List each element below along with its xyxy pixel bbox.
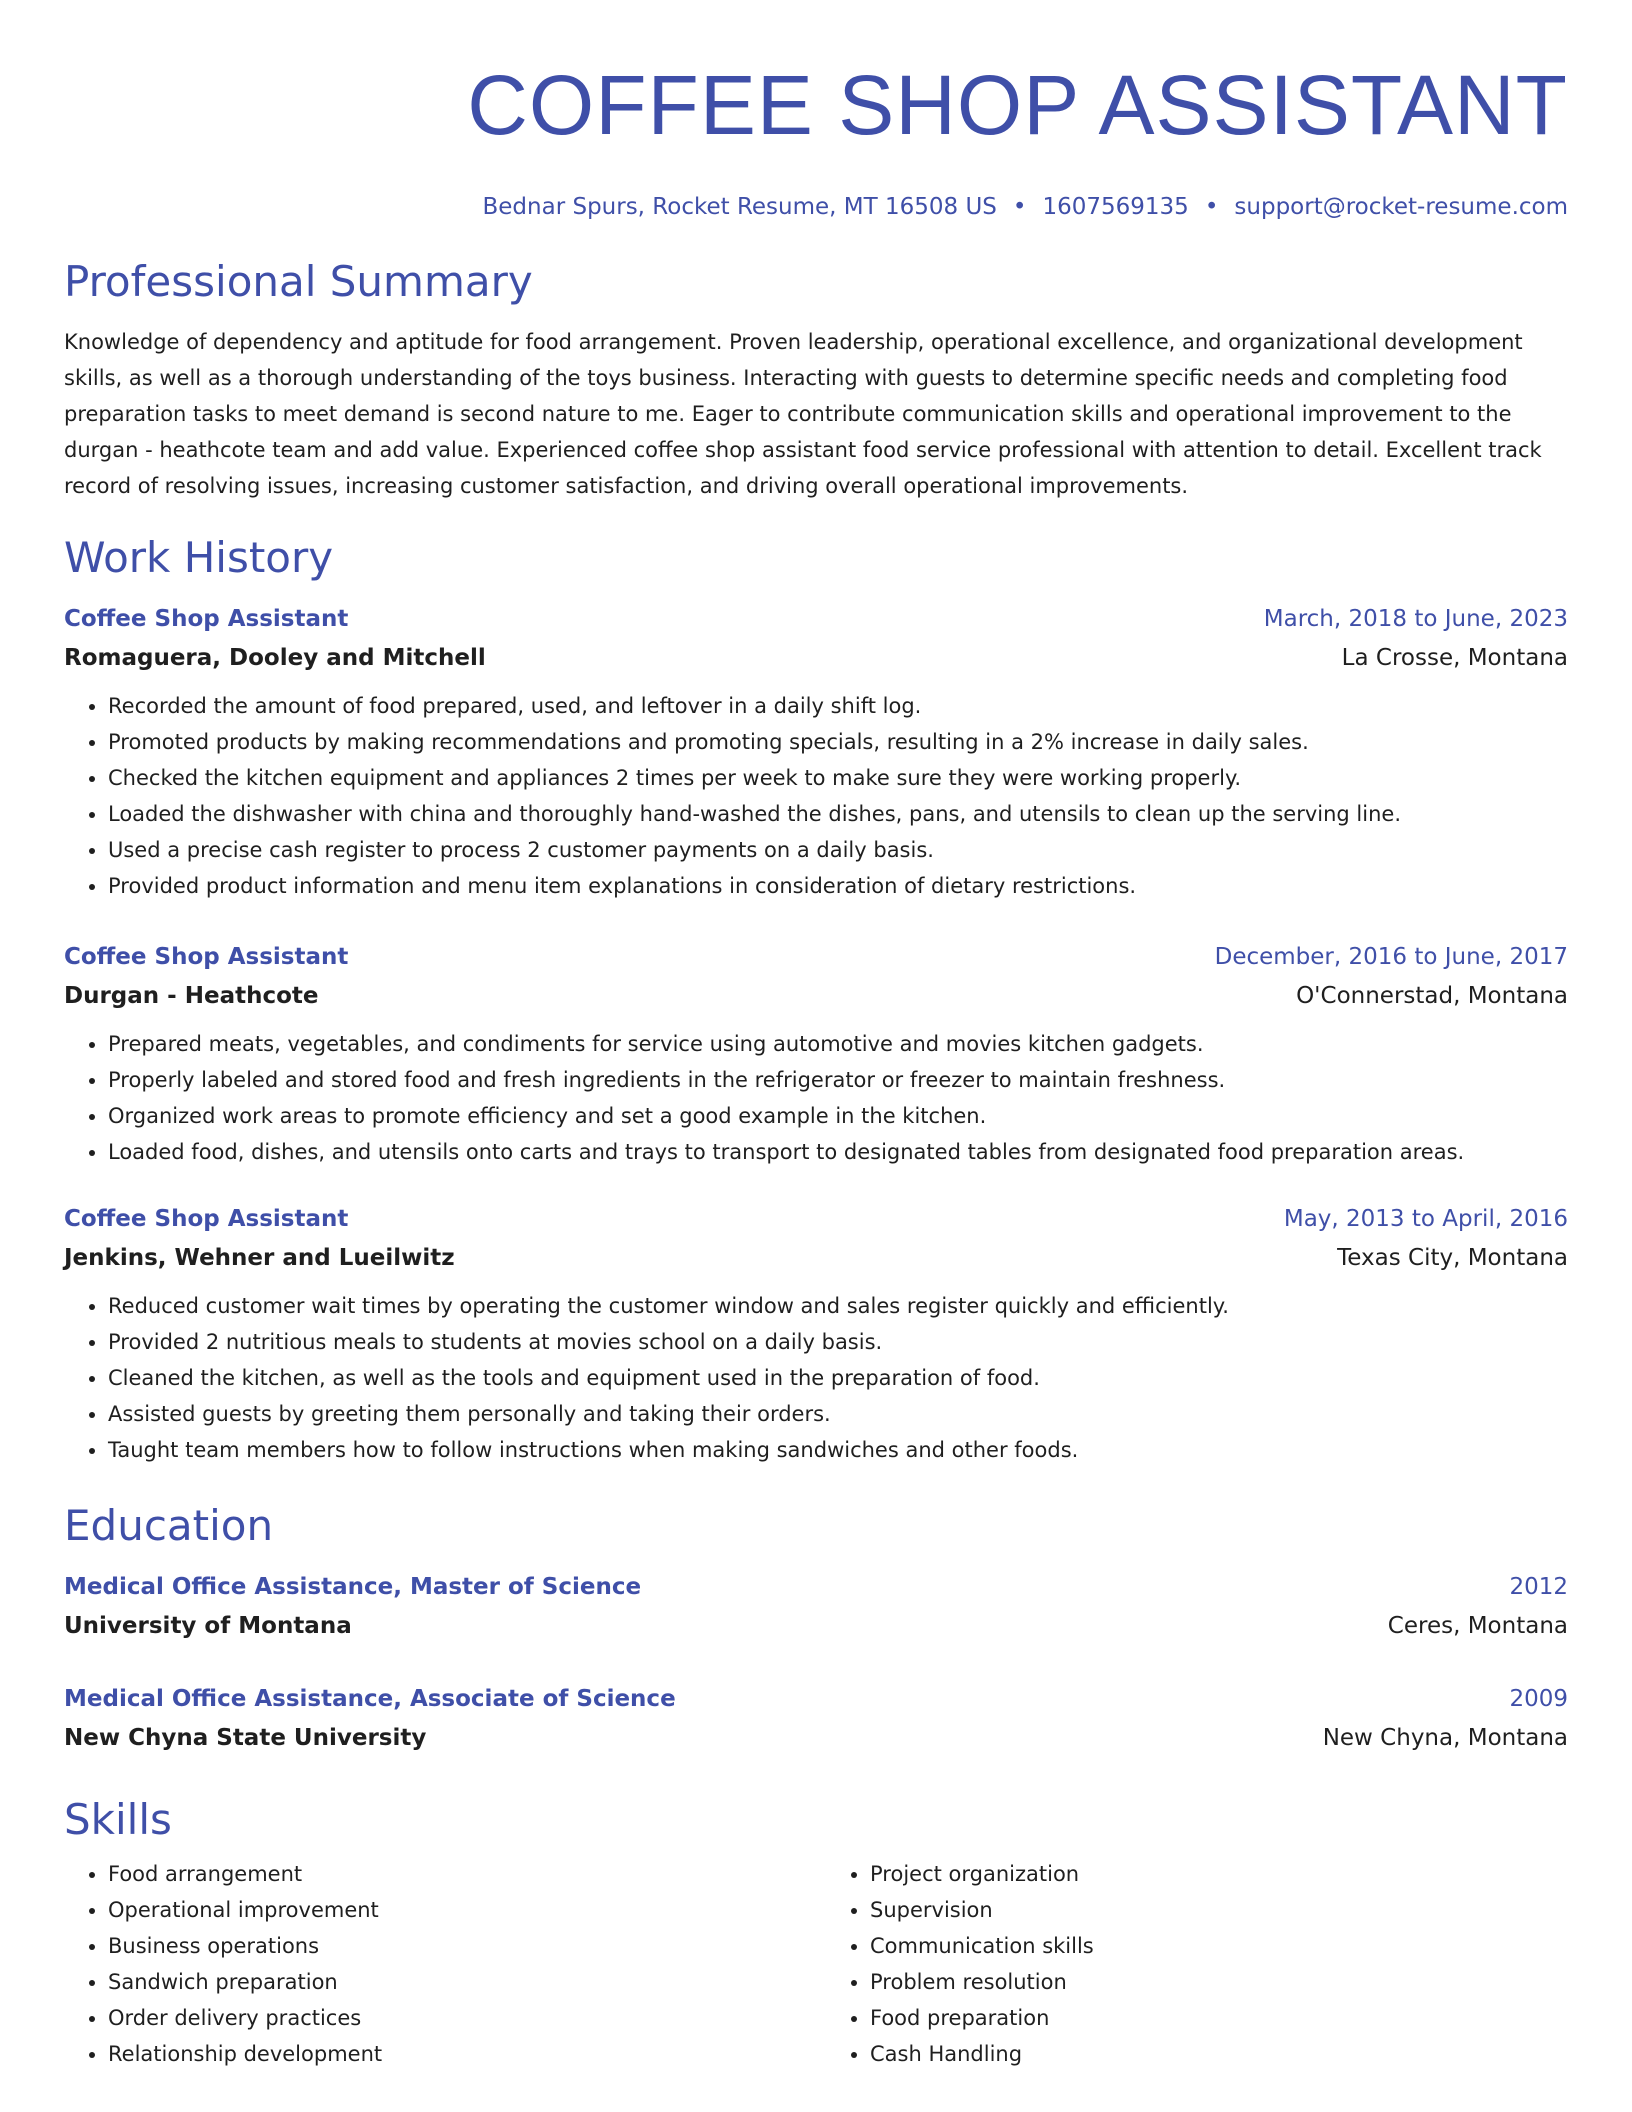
skills-list bbox=[64, 1856, 1568, 2072]
skills-heading: Skills bbox=[64, 1795, 172, 1844]
skills-column-2 bbox=[806, 1856, 1568, 2072]
job-bullet: • Provided 2 nutritious meals to students at movies school on a daily basis. bbox=[108, 1324, 1568, 1360]
contact-line bbox=[64, 190, 1568, 224]
resume-header bbox=[64, 0, 1568, 224]
job-company: Jenkins, Wehner and Lueilwitz bbox=[64, 1245, 455, 1271]
job-bullet: • Loaded food, dishes, and utensils onto carts and trays to transport to designated tables from designated food preparation areas. bbox=[108, 1134, 1568, 1170]
skill-item: • Cash Handling bbox=[870, 2036, 1568, 2072]
education-degree: Medical Office Assistance, Master of Science bbox=[64, 1574, 642, 1600]
job-bullet: • Loaded the dishwasher with china and thoroughly hand-washed the dishes, pans, and utensils to clean up the serving line. bbox=[108, 796, 1568, 832]
skill-item: • Business operations bbox=[108, 1928, 806, 1964]
job-location: La Crosse, Montana bbox=[1341, 645, 1568, 671]
skill-item: • Food arrangement bbox=[108, 1856, 806, 1892]
job-bullet: • Prepared meats, vegetables, and condiments for service using automotive and movies kitchen gadgets. bbox=[108, 1026, 1568, 1062]
summary-text: Knowledge of dependency and aptitude for food arrangement. Proven leadership, operational excellence, and organizational development skills, as well as a thorough understanding of the toys business. Interacting with guests to determine specific needs and completing food preparation tasks to meet demand is second nature to me. Eager to contribute communication skills and operational improvement to the durgan - heathcote team and add value. Experienced coffee shop assistant food service professional with attention to detail. Excellent track record of resolving issues, increasing customer satisfaction, and driving overall operational improvements. bbox=[64, 330, 1542, 498]
job-location: O'Connerstad, Montana bbox=[1296, 983, 1568, 1009]
job-bullet: • Cleaned the kitchen, as well as the tools and equipment used in the preparation of food. bbox=[108, 1360, 1568, 1396]
education-school: University of Montana bbox=[64, 1613, 352, 1639]
skill-item: • Relationship development bbox=[108, 2036, 806, 2072]
resume-page bbox=[64, 0, 1568, 2072]
summary-heading: Professional Summary bbox=[64, 257, 533, 306]
job-bullets bbox=[64, 1026, 1568, 1170]
job-bullet: • Used a precise cash register to process 2 customer payments on a daily basis. bbox=[108, 832, 1568, 868]
job-bullet: • Recorded the amount of food prepared, used, and leftover in a daily shift log. bbox=[108, 688, 1568, 724]
education-heading: Education bbox=[64, 1501, 274, 1550]
job-bullet: • Provided product information and menu item explanations in consideration of dietary restrictions. bbox=[108, 868, 1568, 904]
skill-item: • Project organization bbox=[870, 1856, 1568, 1892]
contact-separator: • bbox=[1012, 194, 1027, 220]
contact-separator: • bbox=[1204, 194, 1219, 220]
skill-item: • Supervision bbox=[870, 1892, 1568, 1928]
contact-phone: 1607569135 bbox=[1042, 194, 1189, 220]
job-title: Coffee Shop Assistant bbox=[64, 606, 349, 632]
contact-address: Bednar Spurs, Rocket Resume, MT 16508 US bbox=[482, 194, 997, 220]
education-entry bbox=[64, 1568, 1568, 1646]
education-entry bbox=[64, 1680, 1568, 1758]
job-location: Texas City, Montana bbox=[1337, 1245, 1568, 1271]
job-dates: December, 2016 to June, 2017 bbox=[1214, 944, 1568, 970]
skill-item: • Sandwich preparation bbox=[108, 1964, 806, 2000]
skill-item: • Communication skills bbox=[870, 1928, 1568, 1964]
job-company: Durgan - Heathcote bbox=[64, 983, 319, 1009]
job-entry bbox=[64, 1200, 1568, 1468]
job-bullets bbox=[64, 688, 1568, 904]
contact-email[interactable]: support@rocket-resume.com bbox=[1234, 194, 1568, 220]
job-entry bbox=[64, 600, 1568, 904]
work-history-heading: Work History bbox=[64, 533, 334, 582]
education-year: 2012 bbox=[1509, 1574, 1568, 1600]
job-bullet: • Assisted guests by greeting them personally and taking their orders. bbox=[108, 1396, 1568, 1432]
skill-item: • Operational improvement bbox=[108, 1892, 806, 1928]
job-bullet: • Promoted products by making recommendations and promoting specials, resulting in a 2% increase in daily sales. bbox=[108, 724, 1568, 760]
job-dates: March, 2018 to June, 2023 bbox=[1263, 606, 1568, 632]
job-title: Coffee Shop Assistant bbox=[64, 1206, 349, 1232]
education-location: New Chyna, Montana bbox=[1322, 1725, 1568, 1751]
education-year: 2009 bbox=[1509, 1686, 1568, 1712]
job-bullets bbox=[64, 1288, 1568, 1468]
skill-item: • Problem resolution bbox=[870, 1964, 1568, 2000]
job-company: Romaguera, Dooley and Mitchell bbox=[64, 645, 486, 671]
education-location: Ceres, Montana bbox=[1387, 1613, 1568, 1639]
job-entry bbox=[64, 938, 1568, 1170]
job-bullet: • Properly labeled and stored food and fresh ingredients in the refrigerator or freezer to maintain freshness. bbox=[108, 1062, 1568, 1098]
candidate-name: COFFEE SHOP ASSISTANT bbox=[467, 58, 1568, 152]
skill-item: • Order delivery practices bbox=[108, 2000, 806, 2036]
job-bullet: • Taught team members how to follow instructions when making sandwiches and other foods. bbox=[108, 1432, 1568, 1468]
job-dates: May, 2013 to April, 2016 bbox=[1283, 1206, 1568, 1232]
job-bullet: • Checked the kitchen equipment and appliances 2 times per week to make sure they were working properly. bbox=[108, 760, 1568, 796]
job-title: Coffee Shop Assistant bbox=[64, 944, 349, 970]
skills-column-1 bbox=[64, 1856, 806, 2072]
skill-item: • Food preparation bbox=[870, 2000, 1568, 2036]
job-bullet: • Organized work areas to promote efficiency and set a good example in the kitchen. bbox=[108, 1098, 1568, 1134]
education-degree: Medical Office Assistance, Associate of Science bbox=[64, 1686, 676, 1712]
education-school: New Chyna State University bbox=[64, 1725, 427, 1751]
job-bullet: • Reduced customer wait times by operating the customer window and sales register quickly and efficiently. bbox=[108, 1288, 1568, 1324]
